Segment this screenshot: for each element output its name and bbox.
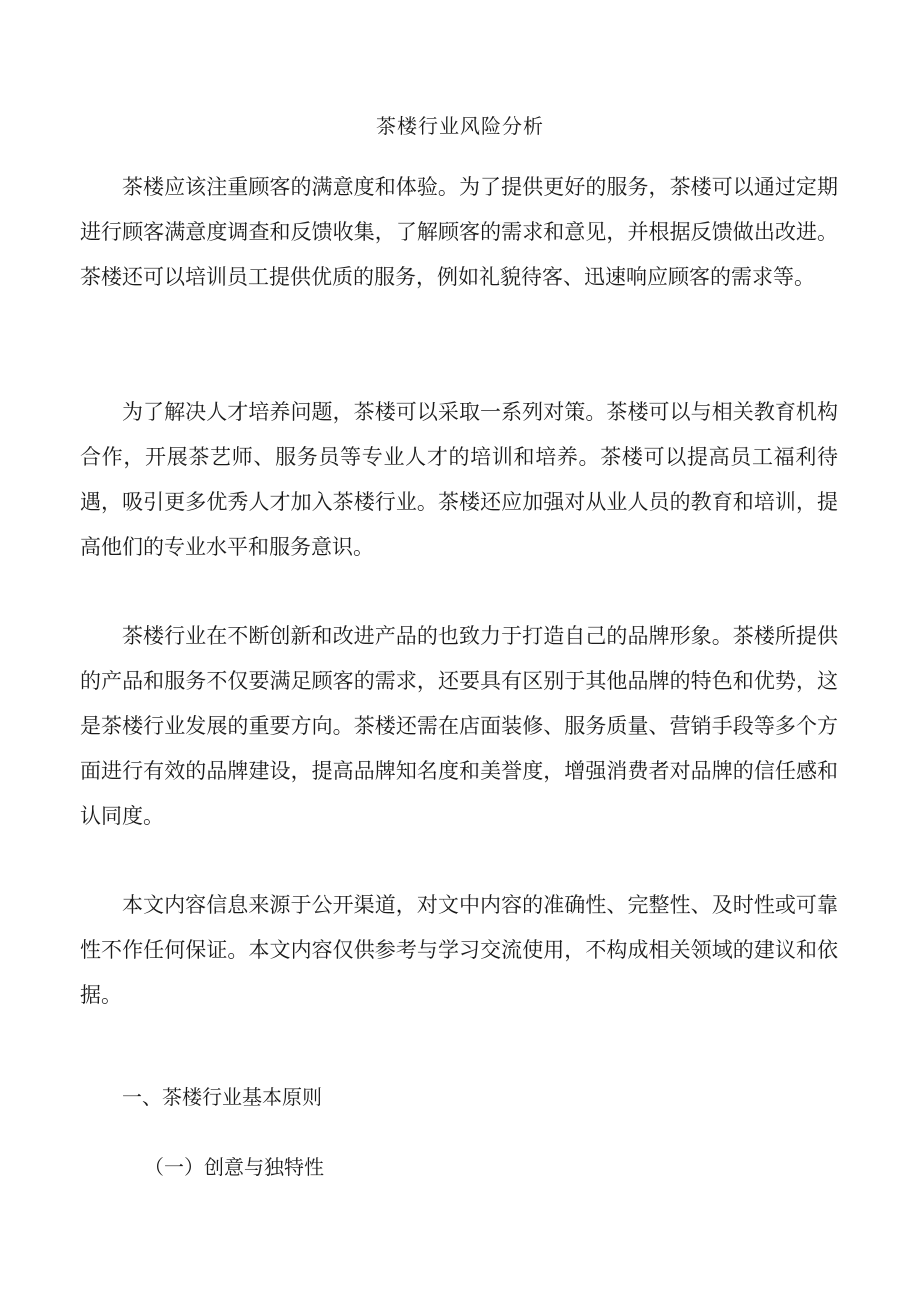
paragraph-talent-training: 为了解决人才培养问题，茶楼可以采取一系列对策。茶楼可以与相关教育机构合作，开展茶艺师、服务员等专业人才的培训和培养。茶楼可以提高员工福利待遇，吸引更多优秀人才加入茶楼行业。茶楼还应加强对从业人员的教育和培训，提高他们的专业水平和服务意识。 [80,400,838,559]
paragraph-disclaimer: 本文内容信息来源于公开渠道，对文中内容的准确性、完整性、及时性或可靠性不作任何保证。本文内容仅供参考与学习交流使用，不构成相关领域的建议和依据。 [80,893,838,1007]
paragraph-brand-building: 茶楼行业在不断创新和改进产品的也致力于打造自己的品牌形象。茶楼所提供的产品和服务不仅要满足顾客的需求，还要具有区别于其他品牌的特色和优势，这是茶楼行业发展的重要方向。茶楼还需在店面装修、服务质量、营销手段等多个方面进行有效的品牌建设，提高品牌知名度和美誉度，增强消费者对品牌的信任感和认同度。 [80,624,838,828]
section-heading: 一、茶楼行业基本原则 [122,1085,322,1109]
document-title: 茶楼行业风险分析 [376,114,544,138]
paragraph-customer-satisfaction: 茶楼应该注重顾客的满意度和体验。为了提供更好的服务，茶楼可以通过定期进行顾客满意度调查和反馈收集，了解顾客的需求和意见，并根据反馈做出改进。茶楼还可以培训员工提供优质的服务，例如礼貌待客、迅速响应顾客的需求等。 [80,175,838,289]
subsection-heading: （一）创意与独特性 [144,1155,324,1179]
